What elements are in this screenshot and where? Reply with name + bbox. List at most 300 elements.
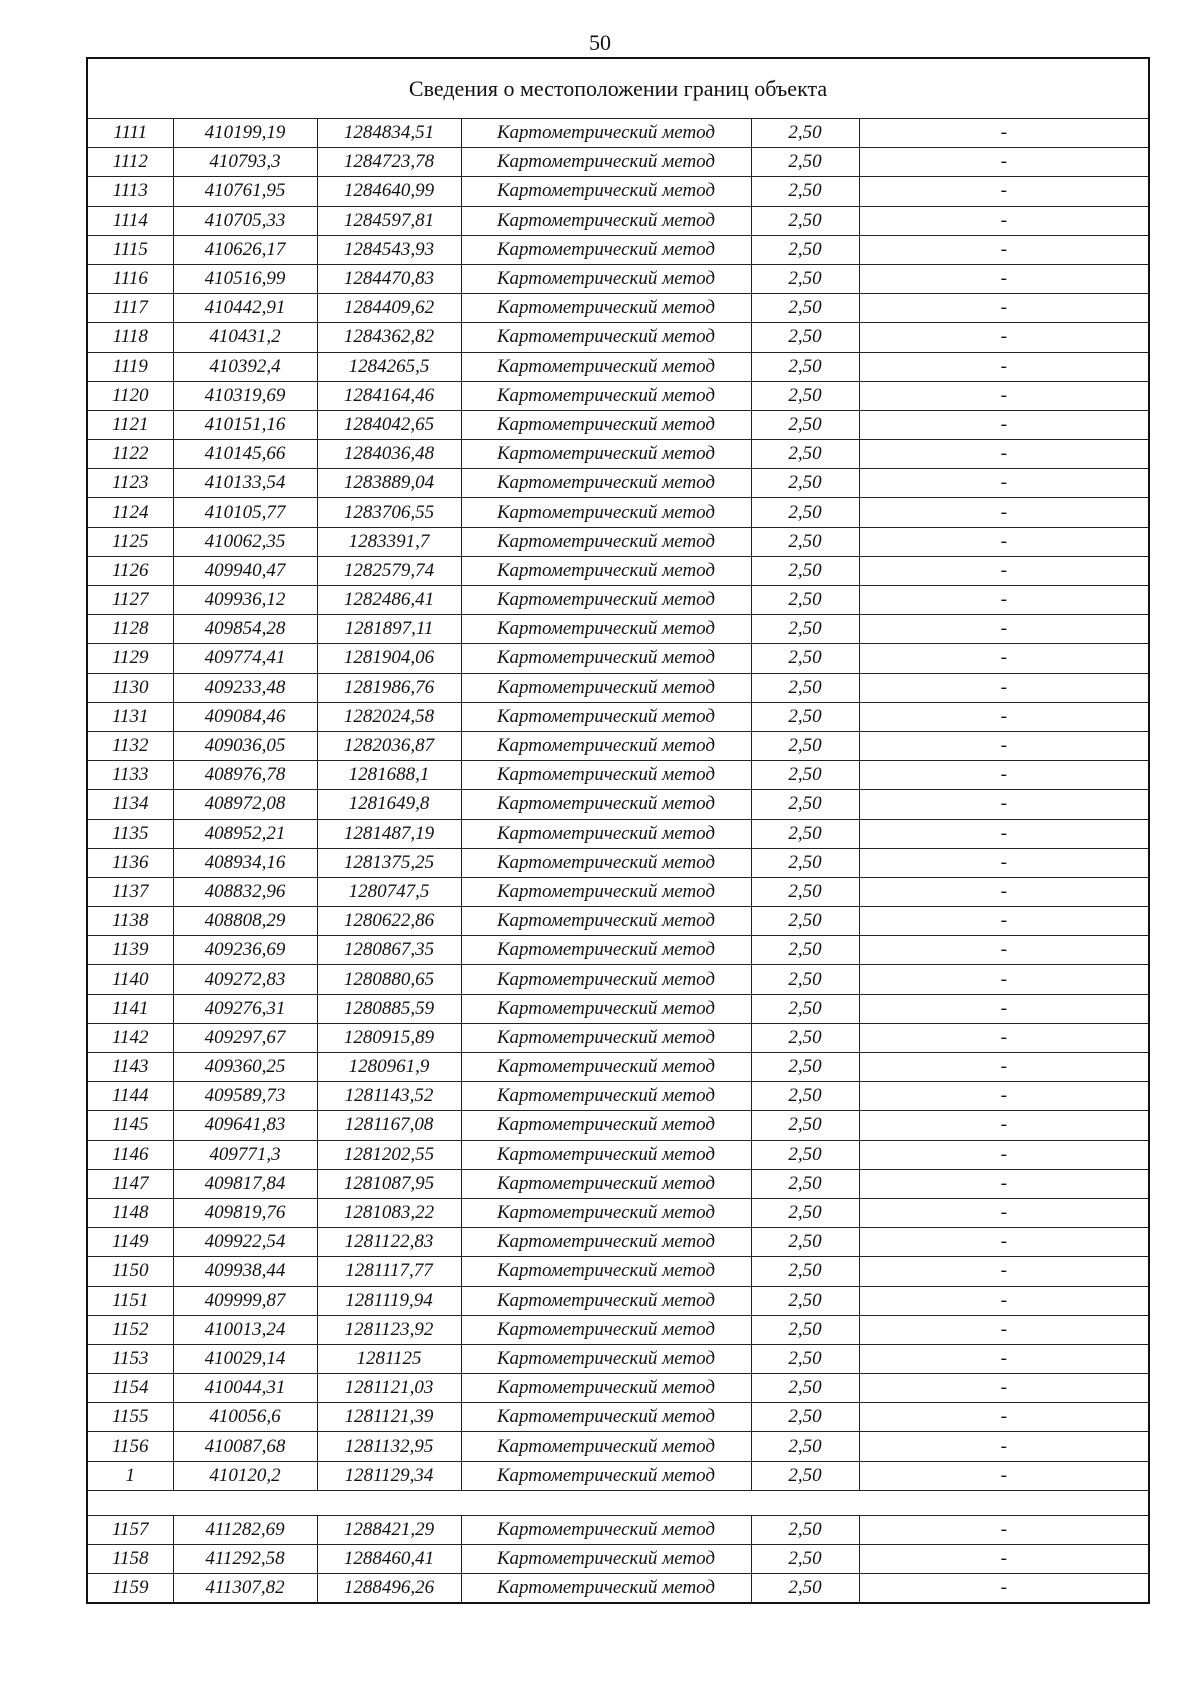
x-coordinate-cell: 410029,14	[173, 1344, 317, 1373]
accuracy-cell: 2,50	[751, 148, 859, 177]
y-coordinate-cell: 1281125	[317, 1344, 461, 1373]
point-number-cell: 1114	[87, 206, 173, 235]
x-coordinate-cell: 410056,6	[173, 1403, 317, 1432]
accuracy-cell: 2,50	[751, 410, 859, 439]
y-coordinate-cell: 1284834,51	[317, 119, 461, 148]
y-coordinate-cell: 1284036,48	[317, 440, 461, 469]
x-coordinate-cell: 408934,16	[173, 848, 317, 877]
accuracy-cell: 2,50	[751, 1574, 859, 1604]
method-cell: Картометрический метод	[461, 965, 751, 994]
description-cell: -	[859, 1169, 1149, 1198]
table-row	[87, 1403, 1149, 1432]
point-number-cell: 1111	[87, 119, 173, 148]
point-number-cell: 1150	[87, 1257, 173, 1286]
x-coordinate-cell: 410013,24	[173, 1315, 317, 1344]
accuracy-cell: 2,50	[751, 615, 859, 644]
method-cell: Картометрический метод	[461, 848, 751, 877]
y-coordinate-cell: 1281143,52	[317, 1082, 461, 1111]
table-row	[87, 877, 1149, 906]
accuracy-cell: 2,50	[751, 119, 859, 148]
table-row	[87, 965, 1149, 994]
x-coordinate-cell: 409589,73	[173, 1082, 317, 1111]
table-row	[87, 235, 1149, 264]
description-cell: -	[859, 848, 1149, 877]
table-row	[87, 615, 1149, 644]
method-cell: Картометрический метод	[461, 410, 751, 439]
point-number-cell: 1158	[87, 1545, 173, 1574]
method-cell: Картометрический метод	[461, 936, 751, 965]
y-coordinate-cell: 1281649,8	[317, 790, 461, 819]
table-row	[87, 731, 1149, 760]
x-coordinate-cell: 409036,05	[173, 731, 317, 760]
method-cell: Картометрический метод	[461, 556, 751, 585]
accuracy-cell: 2,50	[751, 848, 859, 877]
y-coordinate-cell: 1284362,82	[317, 323, 461, 352]
boundary-table	[86, 57, 1150, 1604]
point-number-cell: 1137	[87, 877, 173, 906]
method-cell: Картометрический метод	[461, 1228, 751, 1257]
point-number-cell: 1129	[87, 644, 173, 673]
method-cell: Картометрический метод	[461, 1315, 751, 1344]
accuracy-cell: 2,50	[751, 644, 859, 673]
table-row	[87, 294, 1149, 323]
table-row	[87, 1315, 1149, 1344]
accuracy-cell: 2,50	[751, 381, 859, 410]
x-coordinate-cell: 410431,2	[173, 323, 317, 352]
table-row	[87, 586, 1149, 615]
method-cell: Картометрический метод	[461, 323, 751, 352]
table-row	[87, 469, 1149, 498]
method-cell: Картометрический метод	[461, 1461, 751, 1490]
description-cell: -	[859, 556, 1149, 585]
description-cell: -	[859, 702, 1149, 731]
x-coordinate-cell: 411307,82	[173, 1574, 317, 1604]
y-coordinate-cell: 1281121,39	[317, 1403, 461, 1432]
table-row	[87, 819, 1149, 848]
point-number-cell: 1124	[87, 498, 173, 527]
y-coordinate-cell: 1284409,62	[317, 294, 461, 323]
method-cell: Картометрический метод	[461, 1111, 751, 1140]
table-title-row	[87, 58, 1149, 119]
group-separator-cell	[87, 1490, 1149, 1515]
table-body	[87, 58, 1149, 1603]
method-cell: Картометрический метод	[461, 877, 751, 906]
method-cell: Картометрический метод	[461, 1286, 751, 1315]
y-coordinate-cell: 1280885,59	[317, 994, 461, 1023]
description-cell: -	[859, 440, 1149, 469]
x-coordinate-cell: 408832,96	[173, 877, 317, 906]
y-coordinate-cell: 1284265,5	[317, 352, 461, 381]
description-cell: -	[859, 323, 1149, 352]
point-number-cell: 1133	[87, 761, 173, 790]
x-coordinate-cell: 410151,16	[173, 410, 317, 439]
accuracy-cell: 2,50	[751, 819, 859, 848]
method-cell: Картометрический метод	[461, 644, 751, 673]
y-coordinate-cell: 1282036,87	[317, 731, 461, 760]
x-coordinate-cell: 409641,83	[173, 1111, 317, 1140]
y-coordinate-cell: 1282024,58	[317, 702, 461, 731]
x-coordinate-cell: 410044,31	[173, 1374, 317, 1403]
y-coordinate-cell: 1281202,55	[317, 1140, 461, 1169]
description-cell: -	[859, 761, 1149, 790]
point-number-cell: 1122	[87, 440, 173, 469]
description-cell: -	[859, 907, 1149, 936]
y-coordinate-cell: 1281167,08	[317, 1111, 461, 1140]
table-row	[87, 323, 1149, 352]
description-cell: -	[859, 1515, 1149, 1544]
description-cell: -	[859, 381, 1149, 410]
x-coordinate-cell: 410793,3	[173, 148, 317, 177]
y-coordinate-cell: 1281132,95	[317, 1432, 461, 1461]
y-coordinate-cell: 1281129,34	[317, 1461, 461, 1490]
description-cell: -	[859, 1574, 1149, 1604]
description-cell: -	[859, 1545, 1149, 1574]
x-coordinate-cell: 409236,69	[173, 936, 317, 965]
accuracy-cell: 2,50	[751, 235, 859, 264]
y-coordinate-cell: 1283889,04	[317, 469, 461, 498]
description-cell: -	[859, 498, 1149, 527]
point-number-cell: 1151	[87, 1286, 173, 1315]
method-cell: Картометрический метод	[461, 1023, 751, 1052]
description-cell: -	[859, 264, 1149, 293]
x-coordinate-cell: 409360,25	[173, 1053, 317, 1082]
accuracy-cell: 2,50	[751, 177, 859, 206]
y-coordinate-cell: 1284042,65	[317, 410, 461, 439]
table-row	[87, 1374, 1149, 1403]
y-coordinate-cell: 1280747,5	[317, 877, 461, 906]
accuracy-cell: 2,50	[751, 527, 859, 556]
accuracy-cell: 2,50	[751, 1545, 859, 1574]
point-number-cell: 1126	[87, 556, 173, 585]
accuracy-cell: 2,50	[751, 1432, 859, 1461]
point-number-cell: 1132	[87, 731, 173, 760]
x-coordinate-cell: 409938,44	[173, 1257, 317, 1286]
point-number-cell: 1156	[87, 1432, 173, 1461]
table-row	[87, 1545, 1149, 1574]
method-cell: Картометрический метод	[461, 819, 751, 848]
x-coordinate-cell: 410319,69	[173, 381, 317, 410]
accuracy-cell: 2,50	[751, 907, 859, 936]
y-coordinate-cell: 1284164,46	[317, 381, 461, 410]
point-number-cell: 1121	[87, 410, 173, 439]
method-cell: Картометрический метод	[461, 1257, 751, 1286]
description-cell: -	[859, 1111, 1149, 1140]
table-row	[87, 1198, 1149, 1227]
point-number-cell: 1144	[87, 1082, 173, 1111]
table-row	[87, 381, 1149, 410]
y-coordinate-cell: 1281119,94	[317, 1286, 461, 1315]
description-cell: -	[859, 1082, 1149, 1111]
accuracy-cell: 2,50	[751, 1228, 859, 1257]
description-cell: -	[859, 877, 1149, 906]
description-cell: -	[859, 965, 1149, 994]
table-row	[87, 206, 1149, 235]
x-coordinate-cell: 409999,87	[173, 1286, 317, 1315]
description-cell: -	[859, 1374, 1149, 1403]
method-cell: Картометрический метод	[461, 294, 751, 323]
description-cell: -	[859, 1198, 1149, 1227]
point-number-cell: 1	[87, 1461, 173, 1490]
method-cell: Картометрический метод	[461, 1403, 751, 1432]
x-coordinate-cell: 410133,54	[173, 469, 317, 498]
x-coordinate-cell: 410105,77	[173, 498, 317, 527]
y-coordinate-cell: 1284640,99	[317, 177, 461, 206]
accuracy-cell: 2,50	[751, 206, 859, 235]
accuracy-cell: 2,50	[751, 294, 859, 323]
point-number-cell: 1154	[87, 1374, 173, 1403]
point-number-cell: 1148	[87, 1198, 173, 1227]
accuracy-cell: 2,50	[751, 965, 859, 994]
point-number-cell: 1117	[87, 294, 173, 323]
point-number-cell: 1145	[87, 1111, 173, 1140]
point-number-cell: 1138	[87, 907, 173, 936]
description-cell: -	[859, 994, 1149, 1023]
method-cell: Картометрический метод	[461, 264, 751, 293]
table-row	[87, 673, 1149, 702]
table-row	[87, 556, 1149, 585]
accuracy-cell: 2,50	[751, 1257, 859, 1286]
method-cell: Картометрический метод	[461, 994, 751, 1023]
accuracy-cell: 2,50	[751, 790, 859, 819]
description-cell: -	[859, 410, 1149, 439]
accuracy-cell: 2,50	[751, 1515, 859, 1544]
description-cell: -	[859, 1403, 1149, 1432]
x-coordinate-cell: 410442,91	[173, 294, 317, 323]
point-number-cell: 1146	[87, 1140, 173, 1169]
table-row	[87, 1111, 1149, 1140]
table-row	[87, 994, 1149, 1023]
method-cell: Картометрический метод	[461, 469, 751, 498]
x-coordinate-cell: 409854,28	[173, 615, 317, 644]
description-cell: -	[859, 469, 1149, 498]
method-cell: Картометрический метод	[461, 790, 751, 819]
method-cell: Картометрический метод	[461, 1545, 751, 1574]
table-row	[87, 1082, 1149, 1111]
x-coordinate-cell: 410120,2	[173, 1461, 317, 1490]
point-number-cell: 1153	[87, 1344, 173, 1373]
y-coordinate-cell: 1280880,65	[317, 965, 461, 994]
accuracy-cell: 2,50	[751, 1315, 859, 1344]
method-cell: Картометрический метод	[461, 731, 751, 760]
accuracy-cell: 2,50	[751, 877, 859, 906]
accuracy-cell: 2,50	[751, 323, 859, 352]
description-cell: -	[859, 936, 1149, 965]
x-coordinate-cell: 409936,12	[173, 586, 317, 615]
y-coordinate-cell: 1288496,26	[317, 1574, 461, 1604]
y-coordinate-cell: 1280915,89	[317, 1023, 461, 1052]
table-row	[87, 761, 1149, 790]
point-number-cell: 1116	[87, 264, 173, 293]
y-coordinate-cell: 1284543,93	[317, 235, 461, 264]
x-coordinate-cell: 409233,48	[173, 673, 317, 702]
description-cell: -	[859, 1315, 1149, 1344]
point-number-cell: 1113	[87, 177, 173, 206]
x-coordinate-cell: 408972,08	[173, 790, 317, 819]
description-cell: -	[859, 1053, 1149, 1082]
table-row	[87, 440, 1149, 469]
description-cell: -	[859, 352, 1149, 381]
x-coordinate-cell: 410626,17	[173, 235, 317, 264]
x-coordinate-cell: 410087,68	[173, 1432, 317, 1461]
method-cell: Картометрический метод	[461, 586, 751, 615]
description-cell: -	[859, 1432, 1149, 1461]
point-number-cell: 1125	[87, 527, 173, 556]
point-number-cell: 1142	[87, 1023, 173, 1052]
x-coordinate-cell: 408808,29	[173, 907, 317, 936]
table-row	[87, 907, 1149, 936]
description-cell: -	[859, 586, 1149, 615]
y-coordinate-cell: 1284597,81	[317, 206, 461, 235]
x-coordinate-cell: 408952,21	[173, 819, 317, 848]
method-cell: Картометрический метод	[461, 235, 751, 264]
accuracy-cell: 2,50	[751, 1286, 859, 1315]
description-cell: -	[859, 1228, 1149, 1257]
point-number-cell: 1112	[87, 148, 173, 177]
method-cell: Картометрический метод	[461, 1169, 751, 1198]
table-row	[87, 1257, 1149, 1286]
x-coordinate-cell: 410199,19	[173, 119, 317, 148]
y-coordinate-cell: 1281688,1	[317, 761, 461, 790]
method-cell: Картометрический метод	[461, 761, 751, 790]
method-cell: Картометрический метод	[461, 440, 751, 469]
x-coordinate-cell: 410516,99	[173, 264, 317, 293]
x-coordinate-cell: 408976,78	[173, 761, 317, 790]
accuracy-cell: 2,50	[751, 440, 859, 469]
table-row	[87, 1515, 1149, 1544]
description-cell: -	[859, 119, 1149, 148]
accuracy-cell: 2,50	[751, 1111, 859, 1140]
table-row	[87, 119, 1149, 148]
accuracy-cell: 2,50	[751, 586, 859, 615]
table-row	[87, 1140, 1149, 1169]
point-number-cell: 1155	[87, 1403, 173, 1432]
point-number-cell: 1140	[87, 965, 173, 994]
y-coordinate-cell: 1281122,83	[317, 1228, 461, 1257]
point-number-cell: 1139	[87, 936, 173, 965]
table-row	[87, 527, 1149, 556]
table-row	[87, 644, 1149, 673]
description-cell: -	[859, 615, 1149, 644]
description-cell: -	[859, 1140, 1149, 1169]
table-row	[87, 177, 1149, 206]
y-coordinate-cell: 1280867,35	[317, 936, 461, 965]
point-number-cell: 1143	[87, 1053, 173, 1082]
accuracy-cell: 2,50	[751, 1053, 859, 1082]
y-coordinate-cell: 1283706,55	[317, 498, 461, 527]
x-coordinate-cell: 410761,95	[173, 177, 317, 206]
x-coordinate-cell: 409771,3	[173, 1140, 317, 1169]
accuracy-cell: 2,50	[751, 1140, 859, 1169]
method-cell: Картометрический метод	[461, 381, 751, 410]
description-cell: -	[859, 1344, 1149, 1373]
x-coordinate-cell: 410062,35	[173, 527, 317, 556]
x-coordinate-cell: 410705,33	[173, 206, 317, 235]
y-coordinate-cell: 1284723,78	[317, 148, 461, 177]
method-cell: Картометрический метод	[461, 907, 751, 936]
description-cell: -	[859, 177, 1149, 206]
point-number-cell: 1147	[87, 1169, 173, 1198]
table-row	[87, 1023, 1149, 1052]
point-number-cell: 1127	[87, 586, 173, 615]
point-number-cell: 1136	[87, 848, 173, 877]
description-cell: -	[859, 1461, 1149, 1490]
table-row	[87, 936, 1149, 965]
y-coordinate-cell: 1281375,25	[317, 848, 461, 877]
x-coordinate-cell: 411292,58	[173, 1545, 317, 1574]
accuracy-cell: 2,50	[751, 556, 859, 585]
y-coordinate-cell: 1282579,74	[317, 556, 461, 585]
x-coordinate-cell: 409774,41	[173, 644, 317, 673]
y-coordinate-cell: 1281117,77	[317, 1257, 461, 1286]
method-cell: Картометрический метод	[461, 1140, 751, 1169]
y-coordinate-cell: 1281123,92	[317, 1315, 461, 1344]
accuracy-cell: 2,50	[751, 673, 859, 702]
description-cell: -	[859, 1023, 1149, 1052]
accuracy-cell: 2,50	[751, 1169, 859, 1198]
accuracy-cell: 2,50	[751, 498, 859, 527]
y-coordinate-cell: 1288421,29	[317, 1515, 461, 1544]
table-row	[87, 352, 1149, 381]
description-cell: -	[859, 148, 1149, 177]
y-coordinate-cell: 1281904,06	[317, 644, 461, 673]
description-cell: -	[859, 294, 1149, 323]
table-row	[87, 410, 1149, 439]
method-cell: Картометрический метод	[461, 527, 751, 556]
table-row	[87, 702, 1149, 731]
accuracy-cell: 2,50	[751, 264, 859, 293]
method-cell: Картометрический метод	[461, 498, 751, 527]
accuracy-cell: 2,50	[751, 994, 859, 1023]
point-number-cell: 1118	[87, 323, 173, 352]
point-number-cell: 1159	[87, 1574, 173, 1604]
accuracy-cell: 2,50	[751, 936, 859, 965]
x-coordinate-cell: 409276,31	[173, 994, 317, 1023]
method-cell: Картометрический метод	[461, 615, 751, 644]
point-number-cell: 1130	[87, 673, 173, 702]
y-coordinate-cell: 1281083,22	[317, 1198, 461, 1227]
y-coordinate-cell: 1288460,41	[317, 1545, 461, 1574]
description-cell: -	[859, 206, 1149, 235]
description-cell: -	[859, 235, 1149, 264]
accuracy-cell: 2,50	[751, 1344, 859, 1373]
accuracy-cell: 2,50	[751, 1461, 859, 1490]
x-coordinate-cell: 411282,69	[173, 1515, 317, 1544]
x-coordinate-cell: 409272,83	[173, 965, 317, 994]
description-cell: -	[859, 731, 1149, 760]
accuracy-cell: 2,50	[751, 1403, 859, 1432]
table-row	[87, 1053, 1149, 1082]
method-cell: Картометрический метод	[461, 1053, 751, 1082]
point-number-cell: 1115	[87, 235, 173, 264]
y-coordinate-cell: 1281487,19	[317, 819, 461, 848]
table-row	[87, 1286, 1149, 1315]
description-cell: -	[859, 819, 1149, 848]
table-row	[87, 790, 1149, 819]
x-coordinate-cell: 409922,54	[173, 1228, 317, 1257]
table-row	[87, 1574, 1149, 1604]
method-cell: Картометрический метод	[461, 1344, 751, 1373]
point-number-cell: 1134	[87, 790, 173, 819]
y-coordinate-cell: 1281087,95	[317, 1169, 461, 1198]
method-cell: Картометрический метод	[461, 206, 751, 235]
method-cell: Картометрический метод	[461, 1198, 751, 1227]
table-row	[87, 148, 1149, 177]
point-number-cell: 1119	[87, 352, 173, 381]
point-number-cell: 1135	[87, 819, 173, 848]
description-cell: -	[859, 527, 1149, 556]
method-cell: Картометрический метод	[461, 702, 751, 731]
table-title: Сведения о местоположении границ объекта	[87, 58, 1149, 119]
